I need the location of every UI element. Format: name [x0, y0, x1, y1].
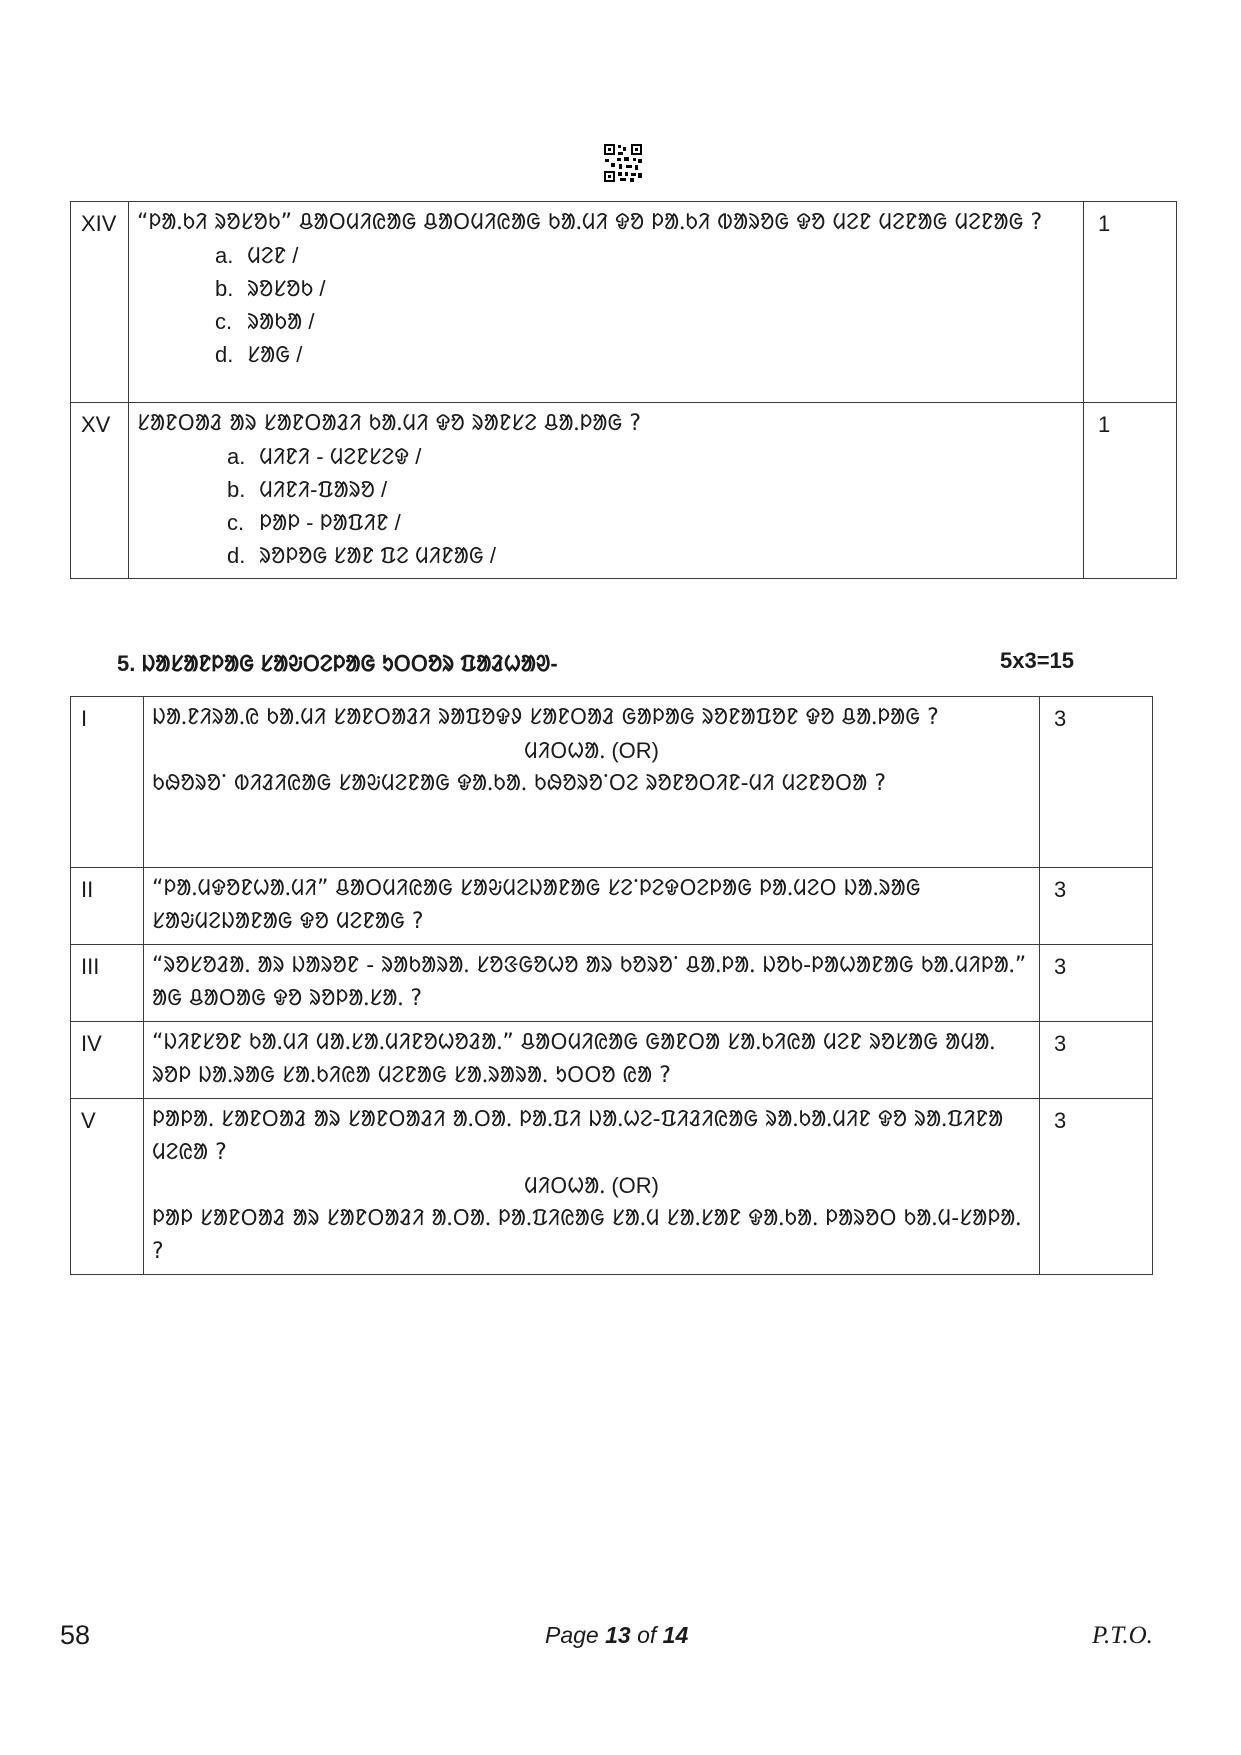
paper-code: 58	[60, 1620, 91, 1650]
question-body	[144, 1022, 1040, 1099]
question-text: ᱞᱟᱞᱟᱹ ᱥᱟᱱᱛᱟᱲ ᱟᱨ ᱥᱟᱱᱛᱟᱲᱤ ᱟᱹᱛᱟᱹ ᱞᱟᱹᱯᱤ ᱡᱟᱹᱦᱮ-ᱯᱤᱲᱤᱭᱟᱜ ᱨᱟᱹᱠᱟᱹᱢᱤᱱ ᱫᱚ ᱨᱟᱹᱯᱤᱱᱟ ᱢᱮᱭᱟ ?	[152, 1107, 1004, 1165]
pto-label: P.T.O.	[1092, 1622, 1153, 1649]
table-row	[71, 868, 1153, 945]
question-marks: 3	[1040, 1099, 1153, 1275]
alternate-question-text: ᱠᱷᱚᱨᱚᱸ ᱵᱤᱲᱤᱭᱟᱜ ᱥᱟᱶᱢᱮᱱᱟᱜ ᱫᱟᱹᱠᱟᱹ ᱠᱷᱚᱨᱚᱸᱛᱮ ᱨᱚᱱᱚᱛᱤᱱ-ᱢᱤ ᱢᱮᱱᱚᱛᱟ ?	[152, 771, 887, 796]
option-c: c. ᱞᱟᱞ - ᱞᱟᱯᱤᱱ /	[227, 510, 401, 535]
question-body	[144, 868, 1040, 945]
option-c: c. ᱨᱟᱠᱟ /	[215, 309, 315, 334]
question-number: V	[71, 1099, 144, 1275]
question-number: XIV	[71, 202, 129, 403]
question-number: I	[71, 697, 144, 868]
question-body	[129, 403, 1084, 579]
question-text: ᱡᱟᱹᱱᱤᱨᱟᱹᱭ ᱠᱟᱹᱢᱤ ᱥᱟᱱᱛᱟᱲᱤ ᱨᱟᱯᱚᱫᱽ ᱥᱟᱱᱛᱟᱲ ᱜᱟᱞᱟᱜ ᱨᱚᱱᱟᱯᱚᱱ ᱫᱚ ᱪᱟᱹᱞᱟᱜ ?	[152, 705, 939, 730]
option-a: a. ᱢᱤᱱᱤ - ᱢᱮᱱᱥᱮᱫ /	[227, 444, 422, 469]
option-a: a. ᱢᱮᱱ /	[215, 243, 299, 268]
alternate-question-text: ᱞᱟᱞ ᱥᱟᱱᱛᱟᱲ ᱟᱨ ᱥᱟᱱᱛᱟᱲᱤ ᱟᱹᱛᱟᱹ ᱞᱟᱹᱯᱤᱭᱟᱜ ᱥᱟᱹᱢ ᱥᱟᱹᱥᱟᱱ ᱫᱟᱹᱠᱟᱹ ᱞᱟᱨᱚᱛ ᱠᱟᱹᱢ-ᱥᱟᱞᱟᱹ ?	[152, 1206, 1022, 1264]
question-number: II	[71, 868, 144, 945]
table-row	[71, 697, 1153, 868]
question-body	[129, 202, 1084, 403]
option-d: d. ᱥᱟᱜ /	[215, 342, 303, 367]
question-marks: 3	[1040, 945, 1153, 1022]
question-marks: 3	[1040, 868, 1153, 945]
section-heading: 5. ᱡᱟᱥᱟᱱᱞᱟᱜ ᱥᱟᱶᱛᱮᱞᱟᱜ ᱩᱛᱛᱚᱨ ᱯᱟᱲᱦᱟᱣ-	[117, 651, 558, 676]
or-label: ᱢᱤᱛᱦᱟᱹ (OR)	[523, 738, 659, 763]
option-b: b. ᱢᱤᱱᱤ-ᱯᱟᱨᱚ /	[227, 477, 388, 502]
question-number: III	[71, 945, 144, 1022]
table-row	[71, 403, 1177, 579]
table-row	[71, 202, 1177, 403]
question-text: “ᱨᱚᱥᱚᱲᱟᱹ ᱟᱨ ᱡᱟᱨᱚᱱ - ᱨᱟᱠᱟᱨᱟᱹ ᱥᱚᱝᱜᱚᱦᱚ ᱟᱨ ᱠᱚᱨᱚᱸ ᱪᱟᱹᱞᱟᱹ ᱡᱚᱠ-ᱞᱟᱦᱟᱱᱟᱜ ᱠᱟᱹᱢᱤᱞᱟᱹ” ᱟᱜ ᱪᱟᱛᱟᱜ ᱫᱚ ᱨᱚᱞᱟᱹᱥᱟᱹ ?	[152, 953, 1027, 1011]
question-text: “ᱡᱤᱱᱥᱚᱱ ᱠᱟᱹᱢᱤ ᱢᱟᱹᱥᱟᱹᱢᱤᱱᱚᱦᱚᱲᱟᱹ” ᱪᱟᱛᱢᱤᱭᱟᱜ ᱜᱟᱱᱛᱟ ᱥᱟᱹᱠᱤᱭᱟ ᱢᱮᱱ ᱨᱚᱥᱟᱜ ᱟᱢᱟᱹ ᱨᱚᱞ ᱡᱟᱹᱨᱟᱜ ᱥᱟᱹᱠᱤᱭᱟ ᱢᱮᱱᱟᱜ ᱥᱟᱹᱨᱟᱨᱟᱹ ᱩᱛᱛᱚ ᱭᱟ ?	[152, 1030, 996, 1088]
short-answer-table	[70, 696, 1153, 1275]
table-row	[71, 1099, 1153, 1275]
question-body	[144, 1099, 1040, 1275]
qr-code-icon	[603, 143, 643, 183]
table-row	[71, 945, 1153, 1022]
question-text: ᱥᱟᱱᱛᱟᱲ ᱟᱨ ᱥᱟᱱᱛᱟᱲᱤ ᱠᱟᱹᱢᱤ ᱫᱚ ᱨᱟᱱᱥᱮ ᱪᱟᱹᱞᱟᱜ ?	[137, 411, 642, 436]
option-d: d. ᱨᱚᱞᱚᱜ ᱥᱟᱱ ᱯᱮ ᱢᱤᱱᱟᱜ /	[227, 543, 496, 568]
question-marks: 3	[1040, 1022, 1153, 1099]
or-label: ᱢᱤᱛᱦᱟᱹ (OR)	[523, 1173, 659, 1198]
question-text: “ᱞᱟᱹᱢᱫᱚᱱᱦᱟᱹᱢᱤ” ᱪᱟᱛᱢᱤᱭᱟᱜ ᱥᱟᱶᱢᱮᱡᱟᱱᱟᱜ ᱥᱮᱸᱞᱮᱫᱛᱮᱞᱟᱜ ᱞᱟᱹᱢᱮᱛ ᱡᱟᱹᱨᱟᱜ ᱥᱟᱶᱢᱮᱡᱟᱱᱟᱜ ᱫᱚ ᱢᱮᱱᱟᱜ ?	[152, 876, 921, 934]
option-b: b. ᱨᱚᱥᱚᱠ /	[215, 276, 326, 301]
question-body	[144, 945, 1040, 1022]
page-number: Page 13 of 14	[545, 1622, 689, 1648]
question-marks: 1	[1084, 403, 1177, 579]
table-row	[71, 1022, 1153, 1099]
section-marks: 5x3=15	[1000, 648, 1075, 673]
question-number: XV	[71, 403, 129, 579]
mcq-table	[70, 201, 1177, 579]
question-marks: 1	[1084, 202, 1177, 403]
question-body	[144, 697, 1040, 868]
question-number: IV	[71, 1022, 144, 1099]
question-text: “ᱞᱟᱹᱠᱤ ᱨᱚᱥᱚᱠ” ᱪᱟᱛᱢᱤᱭᱟᱜ ᱪᱟᱛᱢᱤᱭᱟᱜ ᱠᱟᱹᱢᱤ ᱫᱚ ᱞᱟᱹᱠᱤ ᱵᱟᱨᱚᱜ ᱫᱚ ᱢᱮᱱ ᱢᱮᱱᱟᱜ ᱢᱮᱱᱟᱜ ?	[137, 210, 1043, 235]
question-marks: 3	[1040, 697, 1153, 868]
